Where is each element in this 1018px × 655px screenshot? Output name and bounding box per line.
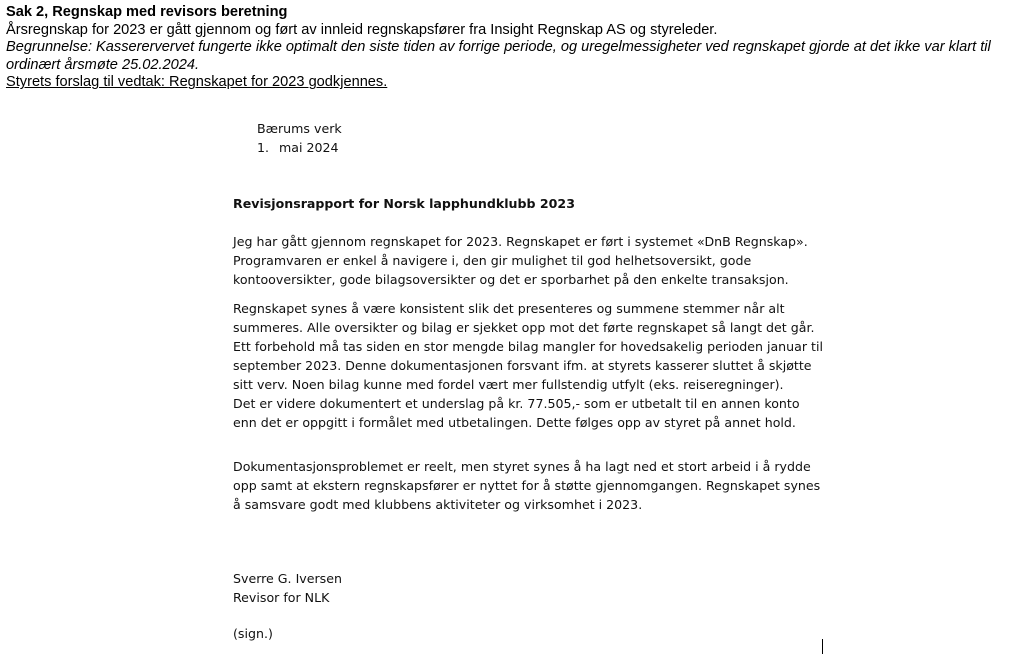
paragraph-line: sitt verv. Noen bilag kunne med fordel vært mer fullstendig utfylt (eks. reiseregninger). <box>233 377 784 392</box>
paragraph-line: Det er videre dokumentert et underslag på kr. 77.505,- som er utbetalt til en annen konto <box>233 396 800 411</box>
letter-date-number: 1. <box>257 140 270 155</box>
signer-role: Revisor for NLK <box>233 590 330 605</box>
report-paragraph-2 <box>233 299 823 432</box>
agenda-proposal: Styrets forslag til vedtak: Regnskapet for 2023 godkjennes. <box>6 74 388 91</box>
paragraph-line: Regnskapet synes å være konsistent slik det presenteres og summene stemmer når alt <box>233 301 785 316</box>
signer-name: Sverre G. Iversen <box>233 571 342 586</box>
signed-note: (sign.) <box>233 626 273 641</box>
report-paragraph-1 <box>233 232 808 289</box>
paragraph-line: enn det er oppgitt i formålet med utbetalingen. Dette følges opp av styret på annet hold. <box>233 415 796 430</box>
letter-date <box>257 138 339 157</box>
paragraph-line: Ett forbehold må tas siden en stor mengde bilag mangler for hovedsakelig perioden januar til <box>233 339 823 354</box>
agenda-item <box>6 4 1014 92</box>
agenda-description: Årsregnskap for 2023 er gått gjennom og ført av innleid regnskapsfører fra Insight Regnskap AS og styreleder. <box>6 21 718 38</box>
paragraph-line: Programvaren er enkel å navigere i, den gir mulighet til god helhetsoversikt, gode <box>233 253 752 268</box>
paragraph-line: kontooversikter, gode bilagsoversikter og det er sporbarhet på den enkelte transaksjon. <box>233 272 789 287</box>
agenda-heading: Sak 2, Regnskap med revisors beretning <box>6 4 288 20</box>
report-title: Revisjonsrapport for Norsk lapphundklubb 2023 <box>233 196 575 211</box>
paragraph-line: summeres. Alle oversikter og bilag er sjekket opp mot det førte regnskapet så langt det går. <box>233 320 815 335</box>
letter-date-text: mai 2024 <box>279 140 339 155</box>
paragraph-line: opp samt at ekstern regnskapsfører er nyttet for å støtte gjennomgangen. Regnskapet synes <box>233 478 821 493</box>
agenda-reason: Begrunnelse: Kasserervervet fungerte ikke optimalt den siste tiden av forrige periode, og uregelmessigheter ved regnskapet gjorde at det ikke var klart til ordinært årsmøte 25.02.2024. <box>6 39 991 73</box>
paragraph-line: Dokumentasjonsproblemet er reelt, men styret synes å ha lagt ned et stort arbeid i å rydde <box>233 459 811 474</box>
paragraph-line: å samsvare godt med klubbens aktiviteter og virksomhet i 2023. <box>233 497 643 512</box>
signature-block <box>233 569 342 607</box>
report-paragraph-3 <box>233 457 820 514</box>
paragraph-line: Jeg har gått gjennom regnskapet for 2023. Regnskapet er ført i systemet «DnB Regnskap». <box>233 234 808 249</box>
text-cursor <box>822 639 823 654</box>
letter-place: Bærums verk <box>257 121 342 136</box>
paragraph-line: september 2023. Denne dokumentasjonen forsvant ifm. at styrets kasserer sluttet å skjøtte <box>233 358 812 373</box>
